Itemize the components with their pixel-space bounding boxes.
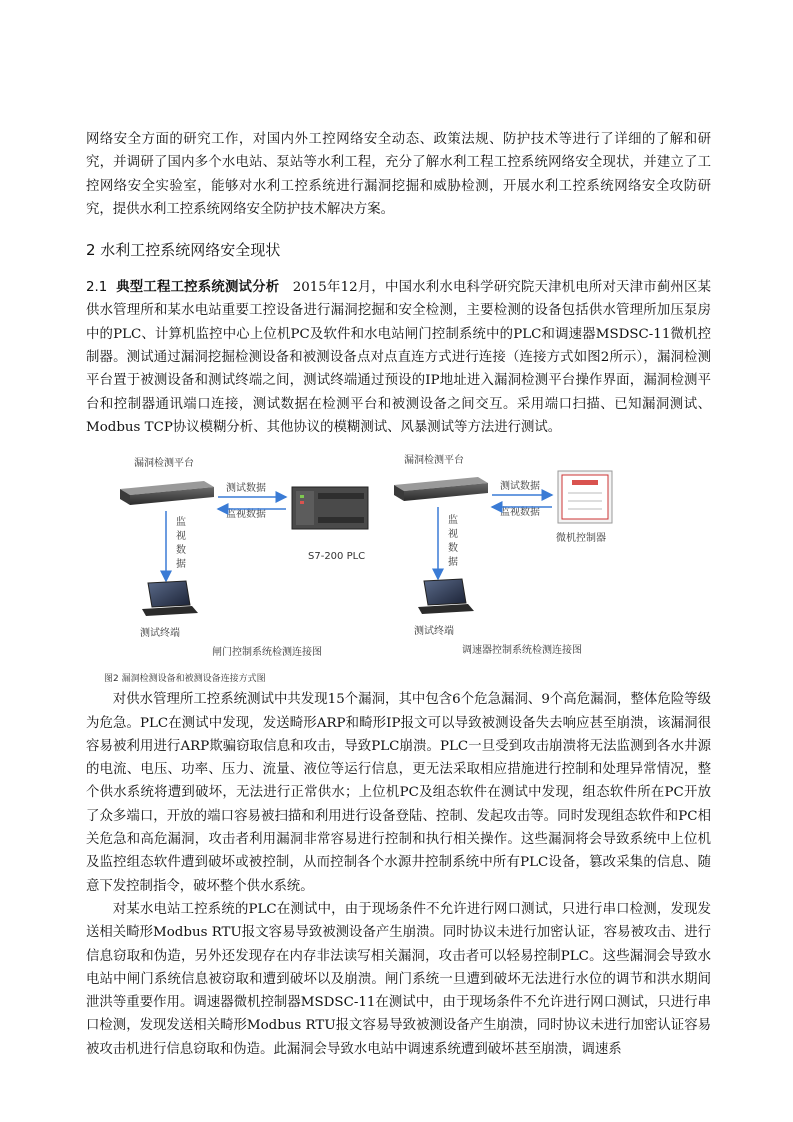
left-vertical-char-4: 据 [176,559,186,571]
left-terminal-label: 测试终端 [140,628,180,640]
figure-2 [86,453,711,665]
figure-caption: 图2 漏洞检测设备和被测设备连接方式图 [104,674,266,685]
left-test-data: 测试数据 [226,483,266,495]
left-platform-label: 漏洞检测平台 [134,458,194,470]
left-vertical-char-2: 视 [176,531,186,543]
right-monitor-data: 监视数据 [500,507,540,519]
left-monitor-data: 监视数据 [226,509,266,521]
plc-device-icon [292,487,368,529]
connection-diagram [86,453,711,665]
left-subcaption: 闸门控制系统检测连接图 [212,647,322,659]
right-device-label: 微机控制器 [556,533,606,545]
left-diagram [120,456,368,658]
left-vertical-char-3: 数 [176,545,186,557]
page-content [86,128,711,1061]
right-vertical-char-4: 据 [448,557,458,569]
right-diagram [394,453,612,656]
right-vertical-char-2: 视 [448,529,458,541]
subsection-text: 2015年12月，中国水利水电科学研究院天津机电所对天津市蓟州区某供水管理所和某水电站重要工控设备进行漏洞挖掘和安全检测，主要检测的设备包括供水管理所加压泵房中的PLC、计算机监控中心上位机PC及软件和水电站闸门控制系统中的PLC和调速器MSDSC-11微机控制器。测试通过漏洞挖掘检测设备和被测设备点对点直连方式进行连接（连接方式如图2所示），漏洞检测平台置于被测设备和测试终端之间，测试终端通过预设的IP地址进入漏洞检测平台操作界面，漏洞检测平台和控制器通讯端口连接，测试数据在检测平台和被测设备之间交互。采用端口扫描、已知漏洞测试、Modbus TCP协议模糊分析、其他协议的模糊测试、风暴测试等方法进行测试。 [86,280,711,435]
left-laptop-icon [142,581,198,616]
right-vertical-char-3: 数 [448,543,458,555]
subsection-title: 典型工程工控系统测试分析 [116,280,280,296]
right-vertical-char-1: 监 [448,515,458,527]
subsection-paragraph [86,276,711,439]
right-platform-icon [394,477,488,501]
right-laptop-icon [418,579,474,614]
paragraph-2: 对供水管理所工控系统测试中共发现15个漏洞，其中包含6个危急漏洞、9个高危漏洞，整体危险等级为危急。PLC在测试中发现，发送畸形ARP和畸形IP报文可以导致被测设备失去响应甚至崩溃，该漏洞很容易被利用进行ARP欺骗窃取信息和攻击，导致PLC崩溃。PLC一旦受到攻击崩溃将无法监测到各水井源的电流、电压、功率、压力、流量、液位等运行信息，更无法采取相应措施进行控制和处理异常情况，整个供水系统将遭到破坏，无法进行正常供水；上位机PC及组态软件在测试中发现，组态软件所在PC开放了众多端口，开放的端口容易被扫描和利用进行设备登陆、控制、发起攻击等。同时发现组态软件和PC相关危急和高危漏洞，攻击者利用漏洞非常容易进行控制和执行相关操作。这些漏洞将会导致系统中上位机及监控组态软件遭到破坏或被控制，从而控制各个水源井控制系统中所有PLC设备，篡改采集的信息、随意下发控制指令，破坏整个供水系统。 [86,692,711,894]
micro-controller-icon [558,471,612,523]
right-test-data: 测试数据 [500,481,540,493]
left-vertical-char-1: 监 [176,517,186,529]
right-platform-label: 漏洞检测平台 [404,455,464,467]
right-subcaption: 调速器控制系统检测连接图 [462,645,582,657]
left-device-label: S7-200 PLC [308,551,366,563]
right-terminal-label: 测试终端 [414,626,454,638]
subsection-number: 2.1 [86,280,108,296]
intro-paragraph: 网络安全方面的研究工作，对国内外工控网络安全动态、政策法规、防护技术等进行了详细的了解和研究，并调研了国内多个水电站、泵站等水利工程，充分了解水利工程工控系统网络安全现状，并建立了工控网络安全实验室，能够对水利工控系统进行漏洞挖掘和威胁检测，开展水利工控系统网络安全攻防研究，提供水利工控系统网络安全防护技术解决方案。 [86,132,711,217]
section-heading: 2 水利工控系统网络安全现状 [86,241,281,260]
paragraph-3: 对某水电站工控系统的PLC在测试中，由于现场条件不允许进行网口测试，只进行串口检测，发现发送相关畸形Modbus RTU报文容易导致被测设备产生崩溃。同时协议未进行加密认证，容易被攻击、进行信息窃取和伪造，另外还发现存在内存非法读写相关漏洞，攻击者可以轻易控制PLC。这些漏洞会导致水电站中闸门系统信息被窃取和遭到破坏以及崩溃。闸门系统一旦遭到破坏无法进行水位的调节和洪水期间泄洪等重要作用。调速器微机控制器MSDSC-11在测试中，由于现场条件不允许进行网口测试，只进行串口检测，发现发送相关畸形Modbus RTU报文容易导致被测设备产生崩溃，同时协议未进行加密认证容易被攻击机进行信息窃取和伪造。此漏洞会导致水电站中调速系统遭到破坏甚至崩溃，调速系 [86,901,711,1057]
left-platform-icon [120,481,214,505]
